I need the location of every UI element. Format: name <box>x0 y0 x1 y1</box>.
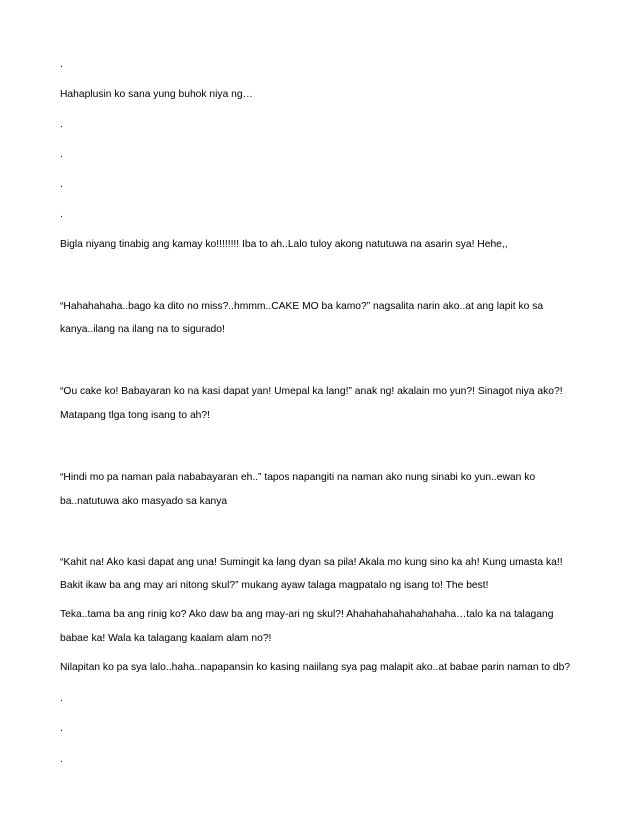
text-line: . <box>60 149 63 160</box>
text-line: “Ou cake ko! Babayaran ko na kasi dapat yan! Umepal ka lang!” anak ng! akalain mo yun?! Sinagot niya ako?! <box>60 386 563 397</box>
text-line: . <box>60 693 63 704</box>
text-line: . <box>60 179 63 190</box>
text-line: Hahaplusin ko sana yung buhok niya ng… <box>60 89 253 100</box>
text-line: “Kahit na! Ako kasi dapat ang una! Sumingit ka lang dyan sa pila! Akala mo kung sino ka ah! Kung umasta ka!! <box>60 557 563 568</box>
text-line: babae ka! Wala ka talagang kaalam alam no?! <box>60 633 272 644</box>
text-line: Nilapitan ko pa sya lalo..haha..napapansin ko kasing naiilang sya pag malapit ako..at babae parin naman to db? <box>60 662 571 673</box>
text-line: “Hindi mo pa naman pala nababayaran eh..” tapos napangiti na naman ako nung sinabi ko yun..ewan ko <box>60 472 536 483</box>
text-line: . <box>60 754 63 765</box>
text-line: Bigla niyang tinabig ang kamay ko!!!!!!!! Iba to ah..Lalo tuloy akong natutuwa na asarin sya! Hehe,, <box>60 239 508 250</box>
text-line: Bakit ikaw ba ang may ari nitong skul?” mukang ayaw talaga magpatalo ng isang to! The best! <box>60 580 489 591</box>
text-line: “Hahahahaha..bago ka dito no miss?..hmmm..CAKE MO ba kamo?” nagsalita narin ako..at ang lapit ko sa <box>60 301 544 312</box>
text-line: . <box>60 59 63 70</box>
text-line: kanya..ilang na ilang na to sigurado! <box>60 324 225 335</box>
text-line: . <box>60 119 63 130</box>
text-line: Matapang tlga tong isang to ah?! <box>60 410 210 421</box>
text-line: Teka..tama ba ang rinig ko? Ako daw ba ang may-ari ng skul?! Ahahahahahahahahaha…talo ka na talagang <box>60 609 554 620</box>
text-line: . <box>60 723 63 734</box>
text-line: ba..natutuwa ako masyado sa kanya <box>60 496 228 507</box>
text-line: . <box>60 209 63 220</box>
